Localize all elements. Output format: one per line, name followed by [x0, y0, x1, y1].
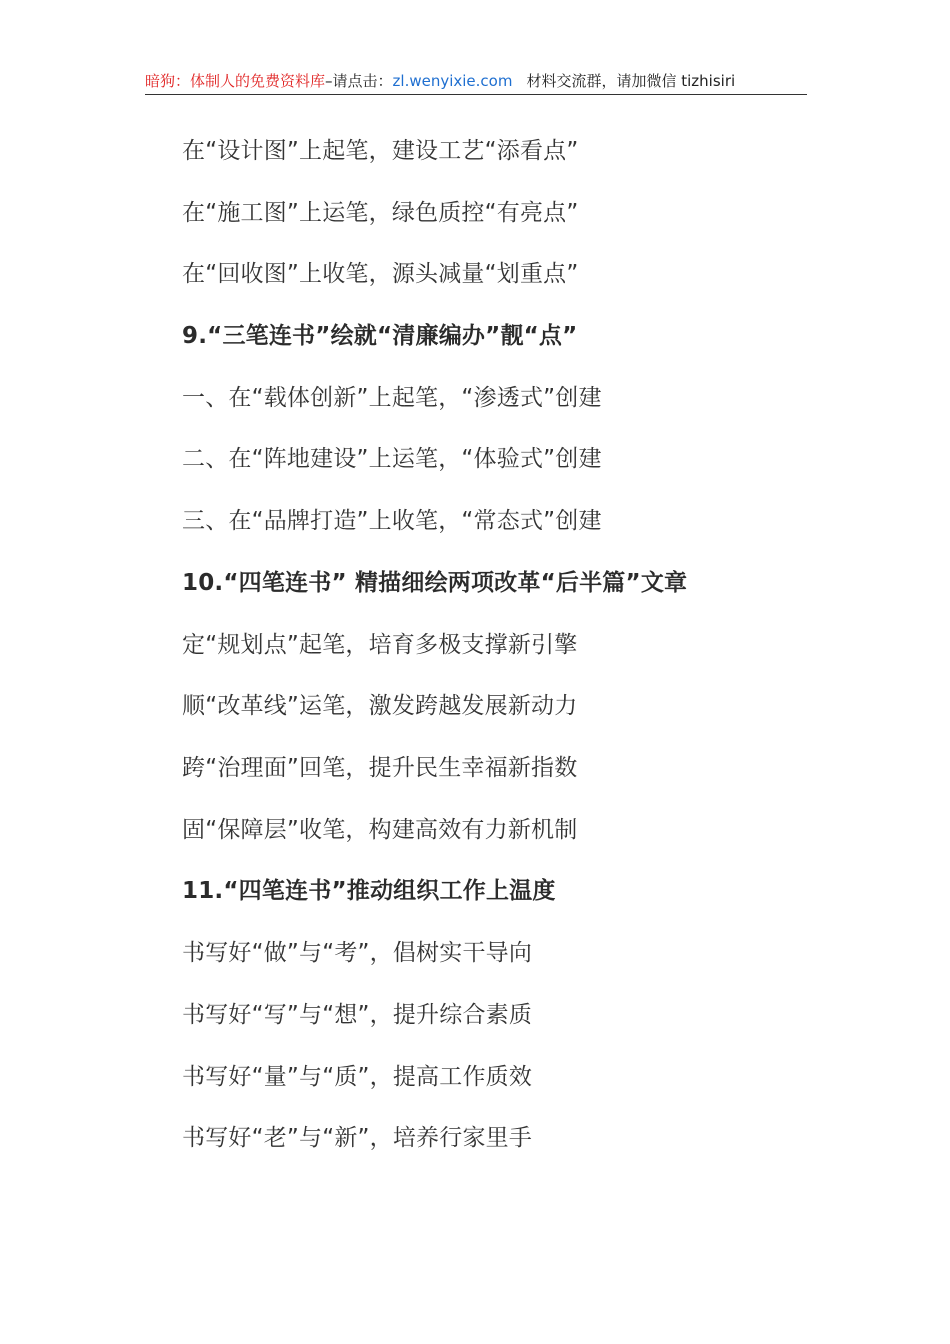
body-line: 在“施工图”上运笔，绿色质控“有亮点”	[182, 200, 579, 226]
body-line: 一、在“载体创新”上起笔，“渗透式”创建	[182, 385, 602, 411]
body-line: 书写好“写”与“想”，提升综合素质	[182, 1002, 533, 1028]
body-line: 在“回收图”上收笔，源头减量“划重点”	[182, 261, 579, 287]
section-heading: 9.“三笔连书”绘就“清廉编办”靓“点”	[182, 323, 578, 349]
body-line: 在“设计图”上起笔，建设工艺“添看点”	[182, 138, 579, 164]
body-line: 书写好“量”与“质”，提高工作质效	[182, 1064, 533, 1090]
header-link[interactable]: zl.wenyixie.com	[392, 72, 513, 90]
body-line: 跨“治理面”回笔，提升民生幸福新指数	[182, 755, 578, 781]
body-line: 固“保障层”收笔，构建高效有力新机制	[182, 817, 578, 843]
section-heading: 11.“四笔连书”推动组织工作上温度	[182, 878, 556, 904]
section-heading: 10.“四笔连书” 精描细绘两项改革“后半篇”文章	[182, 570, 688, 596]
body-line: 二、在“阵地建设”上运笔，“体验式”创建	[182, 446, 602, 472]
body-line: 三、在“品牌打造”上收笔，“常态式”创建	[182, 508, 602, 534]
header-contact-label: 材料交流群，请加微信 tizhisiri	[526, 72, 736, 90]
header-click-label: –请点击：	[325, 72, 393, 90]
body-line: 书写好“老”与“新”，培养行家里手	[182, 1125, 533, 1151]
body-line: 书写好“做”与“考”，倡树实干导向	[182, 940, 533, 966]
page-header	[145, 70, 807, 95]
body-line: 顺“改革线”运笔，激发跨越发展新动力	[182, 693, 578, 719]
header-source-label: 暗狗：体制人的免费资料库	[145, 72, 326, 90]
body-line: 定“规划点”起笔，培育多极支撑新引擎	[182, 632, 578, 658]
